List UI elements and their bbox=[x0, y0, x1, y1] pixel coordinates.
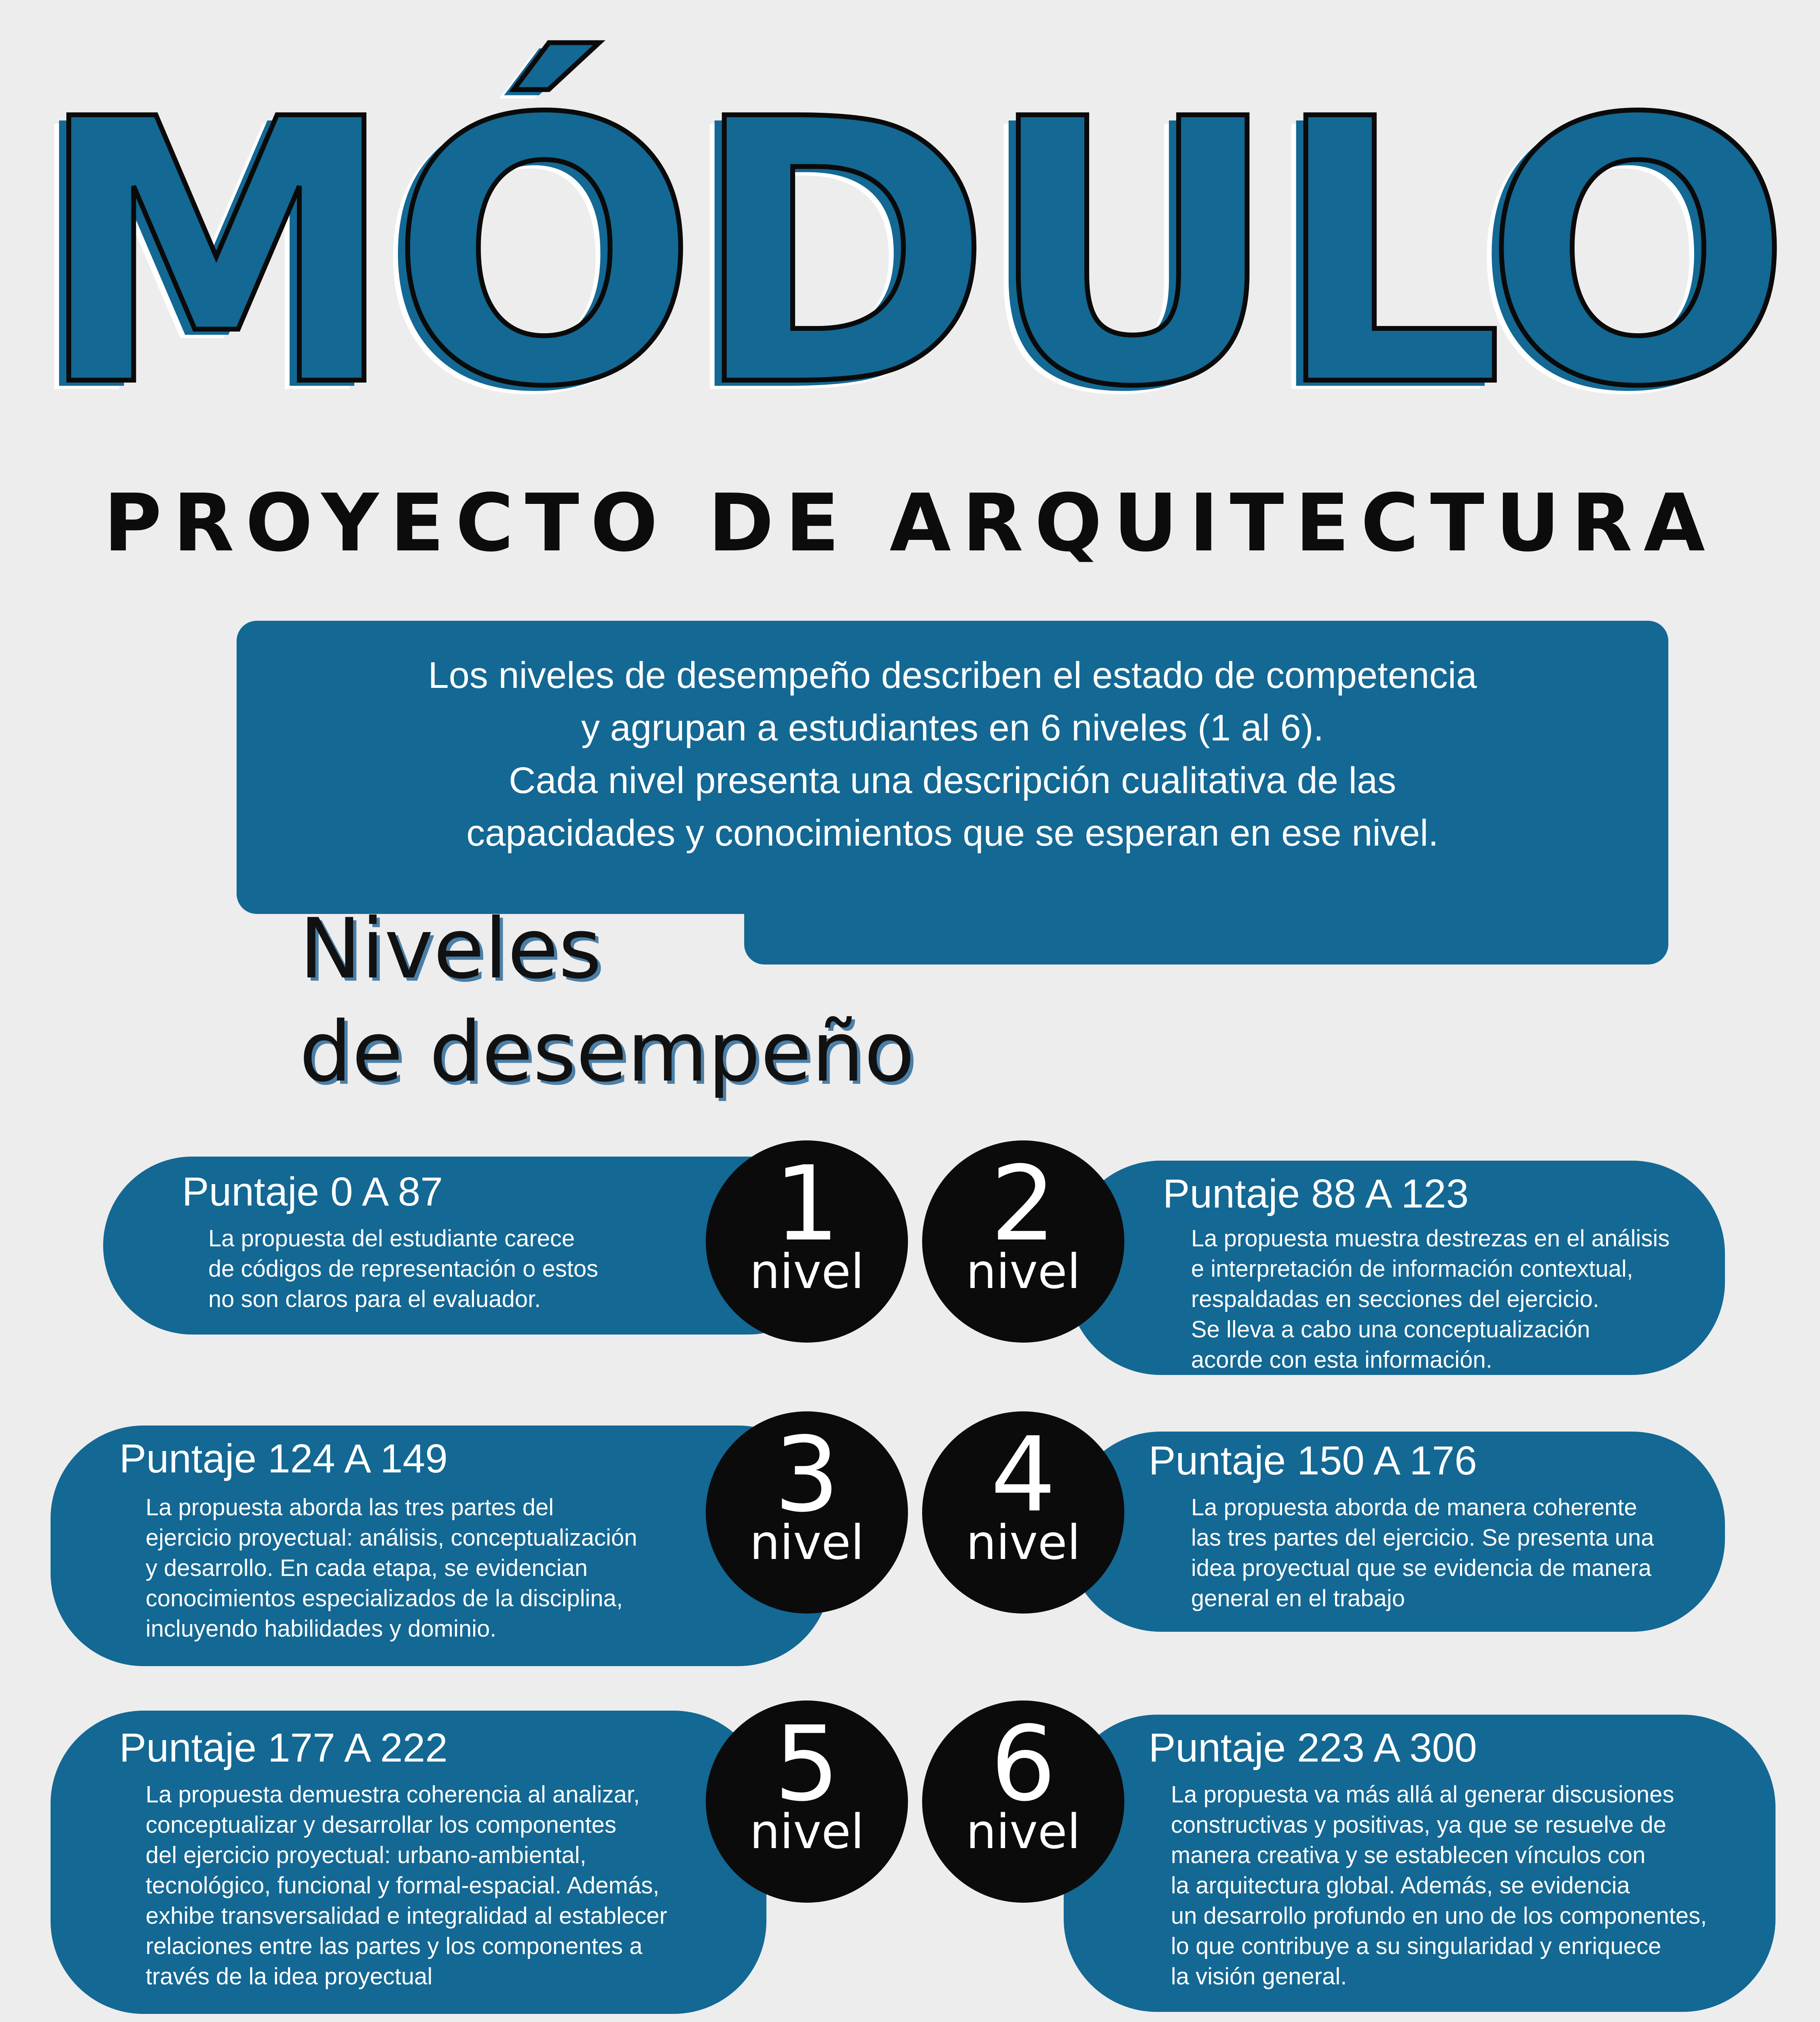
description-line: lo que contribuye a su singularidad y enriquece bbox=[1171, 1933, 1661, 1959]
level-4-badge bbox=[922, 1411, 1124, 1614]
level-word: nivel bbox=[749, 1804, 864, 1859]
description-line: La propuesta va más allá al generar discusiones bbox=[1171, 1781, 1674, 1808]
description-line: ejercicio proyectual: análisis, conceptualización bbox=[146, 1525, 637, 1551]
page-title: MÓDULO bbox=[35, 43, 1785, 466]
level-5-badge bbox=[706, 1701, 908, 1903]
level-word: nivel bbox=[749, 1514, 864, 1570]
description-line: relaciones entre las partes y los componentes a bbox=[146, 1933, 643, 1959]
level-number: 5 bbox=[774, 1704, 840, 1824]
description-line: respaldadas en secciones del ejercicio. bbox=[1191, 1286, 1600, 1312]
level-number: 6 bbox=[990, 1704, 1056, 1824]
level-number: 3 bbox=[774, 1415, 840, 1535]
description-line: La propuesta aborda de manera coherente bbox=[1191, 1494, 1637, 1521]
description-line: la visión general. bbox=[1171, 1963, 1347, 1990]
description-line: tecnológico, funcional y formal-espacial. Además, bbox=[146, 1872, 660, 1899]
description-line: no son claros para el evaluador. bbox=[208, 1286, 541, 1312]
level-3-description bbox=[146, 1492, 732, 1644]
description-line: general en el trabajo bbox=[1191, 1585, 1405, 1612]
level-number: 2 bbox=[990, 1144, 1056, 1264]
description-line: manera creativa y se establecen vínculos con bbox=[1171, 1842, 1646, 1868]
intro-text bbox=[237, 649, 1668, 859]
level-number: 1 bbox=[774, 1144, 840, 1264]
description-line: través de la idea proyectual bbox=[146, 1963, 433, 1990]
level-6-score: Puntaje 223 A 300 bbox=[1149, 1725, 1477, 1770]
description-line: idea proyectual que se evidencia de manera bbox=[1191, 1555, 1652, 1581]
level-4-description bbox=[1191, 1492, 1717, 1614]
description-line: La propuesta demuestra coherencia al analizar, bbox=[146, 1781, 640, 1808]
section-title-line: Niveles bbox=[299, 901, 602, 997]
level-word: nivel bbox=[966, 1514, 1081, 1570]
description-line: e interpretación de información contextual, bbox=[1191, 1256, 1633, 1282]
level-6-description bbox=[1171, 1779, 1769, 1992]
description-line: acorde con esta información. bbox=[1191, 1347, 1492, 1373]
level-2-description bbox=[1191, 1223, 1717, 1375]
intro-line: Los niveles de desempeño describen el estado de competencia bbox=[428, 655, 1477, 696]
description-line: constructivas y positivas, ya que se resuelve de bbox=[1171, 1812, 1667, 1838]
level-2-score: Puntaje 88 A 123 bbox=[1163, 1171, 1469, 1216]
description-line: La propuesta del estudiante carece bbox=[208, 1225, 575, 1252]
description-line: de códigos de representación o estos bbox=[208, 1256, 599, 1282]
description-line: del ejercicio proyectual: urbano-ambiental, bbox=[146, 1842, 586, 1868]
description-line: la arquitectura global. Además, se evidencia bbox=[1171, 1872, 1630, 1899]
level-5-description bbox=[146, 1779, 732, 1992]
level-word: nivel bbox=[966, 1804, 1081, 1859]
description-line: incluyendo habilidades y dominio. bbox=[146, 1616, 497, 1642]
description-line: La propuesta aborda las tres partes del bbox=[146, 1494, 554, 1521]
level-number: 4 bbox=[990, 1415, 1056, 1535]
description-line: Se lleva a cabo una conceptualización bbox=[1191, 1316, 1590, 1343]
level-4-score: Puntaje 150 A 176 bbox=[1149, 1438, 1477, 1483]
level-1-badge bbox=[706, 1140, 908, 1343]
description-line: exhibe transversalidad e integralidad al establecer bbox=[146, 1903, 667, 1929]
level-2-badge bbox=[922, 1140, 1124, 1343]
level-1-description bbox=[208, 1223, 734, 1314]
level-3-badge bbox=[706, 1411, 908, 1614]
intro-line: Cada nivel presenta una descripción cualitativa de las bbox=[509, 760, 1396, 801]
level-1-score: Puntaje 0 A 87 bbox=[182, 1169, 443, 1214]
description-line: un desarrollo profundo en uno de los componentes, bbox=[1171, 1903, 1707, 1929]
description-line: conceptualizar y desarrollar los componentes bbox=[146, 1812, 616, 1838]
description-line: La propuesta muestra destrezas en el análisis bbox=[1191, 1225, 1670, 1252]
level-word: nivel bbox=[749, 1244, 864, 1299]
section-title bbox=[299, 898, 915, 1104]
level-3-score: Puntaje 124 A 149 bbox=[119, 1436, 448, 1481]
level-word: nivel bbox=[966, 1244, 1081, 1299]
page-subtitle: PROYECTO DE ARQUITECTURA bbox=[104, 477, 1716, 569]
intro-line: y agrupan a estudiantes en 6 niveles (1 al 6). bbox=[581, 707, 1324, 749]
description-line: y desarrollo. En cada etapa, se evidencian bbox=[146, 1555, 588, 1581]
section-title-line: de desempeño bbox=[299, 1004, 915, 1100]
intro-line: capacidades y conocimientos que se esperan en ese nivel. bbox=[466, 812, 1439, 854]
description-line: las tres partes del ejercicio. Se presenta una bbox=[1191, 1525, 1654, 1551]
level-6-badge bbox=[922, 1701, 1124, 1903]
description-line: conocimientos especializados de la disciplina, bbox=[146, 1585, 623, 1612]
level-5-score: Puntaje 177 A 222 bbox=[119, 1725, 448, 1770]
